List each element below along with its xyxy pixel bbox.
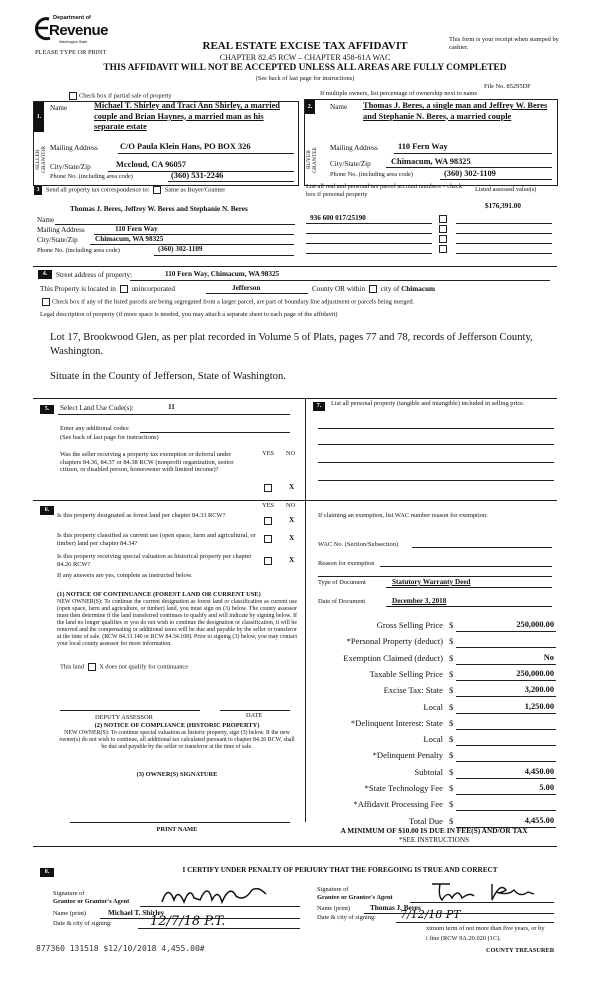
seller-city[interactable]: Mccloud, CA 96057 <box>116 160 187 169</box>
calc-label: Local <box>423 734 443 745</box>
buyer-name-label: Name <box>330 103 348 111</box>
unincorporated-label: unincorporated <box>131 285 175 293</box>
additional-codes-label: Enter any additional codes: <box>60 425 130 432</box>
dollar-sign: $ <box>449 766 454 777</box>
see-back-note: (See back of last page for instructions) <box>255 75 355 82</box>
seller-mailing[interactable]: C/O Paula Klein Hans, PO BOX 326 <box>120 142 251 151</box>
doc-date-value[interactable]: December 3, 2018 <box>392 597 447 605</box>
receipt-note: This form is your receipt when stamped by cashier. <box>449 36 559 51</box>
assessed-label: Listed assessed value(s) <box>475 186 537 193</box>
seller-name-label: Name <box>50 104 68 112</box>
sec3-mailing-label: Mailing Address <box>37 226 85 234</box>
dollar-sign: $ <box>449 783 454 793</box>
buyer-mailing-label: Mailing Address <box>330 144 378 152</box>
section-3-number: 3 <box>34 186 42 195</box>
section-1-number: 1. <box>34 102 44 132</box>
exemption-question: Was the seller receiving a property tax exemption or deferral under chapters 84.36, 84.37 or 84.38 RCW (nonprofit organization, senior citizen, or disabled person, homeowner with limited income)? <box>60 451 234 474</box>
current-use-no-answer[interactable]: X <box>289 534 295 542</box>
street-label: Street address of property: <box>56 271 133 279</box>
calc-label: Taxable Selling Price <box>369 668 443 679</box>
grantor-date[interactable]: 12/7/18 P.T. <box>150 914 226 929</box>
county-treasurer-label: COUNTY TREASURER <box>486 947 555 954</box>
parcels-label: List all real and personal tax parcel account numbers – check box if personal property <box>306 183 463 198</box>
dollar-sign: $ <box>449 815 454 826</box>
partial-sale-row <box>67 92 172 100</box>
segregated-label: Check box if any of the listed parcels are being segregated from a larger parcel, are part of boundary line adjustment or parcels being merged. <box>52 298 415 306</box>
unincorporated-checkbox[interactable] <box>120 285 128 293</box>
assessor-date-label: DATE <box>246 712 263 719</box>
perjury-note-1: ximum term of not more than five years, or by <box>426 925 545 932</box>
calc-label: *State Technology Fee <box>364 783 443 793</box>
grantor-agent-label: Grantor or Grantor's Agent <box>53 898 130 905</box>
perjury-note-2: i fine (RCW 9A.20.020 (1C). <box>426 935 501 942</box>
dollar-sign: $ <box>449 734 454 745</box>
warning-banner: THIS AFFIDAVIT WILL NOT BE ACCEPTED UNLESS ALL AREAS ARE FULLY COMPLETED <box>103 63 507 73</box>
wac-number-label: WAC No. (Section/Subsection) <box>318 541 399 548</box>
calc-label: Gross Selling Price <box>376 620 443 630</box>
cashier-stamp: 877360 131518 $12/10/2018 4,455.00# <box>36 944 205 953</box>
same-as-buyer-label: Same as Buyer/Grantee <box>164 186 226 194</box>
dollar-sign: $ <box>449 668 454 679</box>
calc-value[interactable]: 4,455.00 <box>524 815 554 825</box>
forest-yes-checkbox[interactable] <box>264 517 272 525</box>
street-value[interactable]: 110 Fern Way, Chimacum, WA 98325 <box>165 270 280 278</box>
section-8-number: 8. <box>40 868 54 877</box>
parcel-number[interactable]: 936 600 017/25190 <box>310 214 366 222</box>
buyer-name[interactable]: Thomas J. Beres, a single man and Jeffrey W. Beres and Stephanie N. Beres, a married couple <box>363 101 548 121</box>
segregated-checkbox[interactable] <box>42 298 50 306</box>
grantor-date-label: Date & city of signing: <box>53 920 112 927</box>
county-value[interactable]: Jefferson <box>232 284 261 292</box>
section-7-number: 7. <box>313 402 325 411</box>
sec6-yes: YES <box>262 502 275 509</box>
doc-type-label: Type of Document <box>318 579 366 586</box>
land-use-code[interactable]: 11 <box>168 403 175 411</box>
historic-yes-checkbox[interactable] <box>264 557 272 565</box>
seller-city-label: City/State/Zip <box>50 163 91 171</box>
sec3-mailing[interactable]: 110 Fern Way <box>115 225 158 233</box>
sec5-yes-checkbox[interactable] <box>264 484 272 492</box>
sec3-phone[interactable]: (360) 302-1109 <box>158 245 203 253</box>
sec3-city-label: City/State/Zip <box>37 236 78 244</box>
notice-1-title: (1) NOTICE OF CONTINUANCE (FOREST LAND OR CURRENT USE) <box>57 591 261 598</box>
this-land-label: This land <box>60 663 84 671</box>
section-6-number: 6. <box>40 506 54 515</box>
personal-property-label: List all personal property (tangible and intangible) included in selling price. <box>331 400 525 407</box>
partial-sale-checkbox[interactable] <box>69 92 77 100</box>
notice-2-body: NEW OWNER(S): To continue special valuation as historic property, sign (3) below. If the new owner(s) do not wish to continue, all additional tax calculated pursuant to chapter 84.26 RCW, shall be due and payable by the seller or transferor at the time of sale. <box>59 730 295 751</box>
grantee-sig-label: Signature of <box>317 886 349 893</box>
grantor-signature[interactable] <box>160 880 270 913</box>
logo-title: Revenue <box>49 22 109 39</box>
buyer-phone[interactable]: (360) 302-1109 <box>444 169 496 178</box>
buyer-mailing[interactable]: 110 Fern Way <box>398 142 448 151</box>
calc-value[interactable]: 5.00 <box>539 783 554 792</box>
dollar-sign: $ <box>449 701 454 712</box>
calc-value[interactable]: 4,450.00 <box>524 766 554 776</box>
grantor-sig-label: Signature of <box>53 890 85 897</box>
forest-no-answer[interactable]: X <box>289 516 295 524</box>
buyer-city[interactable]: Chimacum, WA 98325 <box>391 157 471 166</box>
located-row <box>40 285 175 294</box>
dollar-sign: $ <box>449 799 454 810</box>
calc-value[interactable]: 250,000.00 <box>516 668 554 678</box>
same-as-buyer-checkbox[interactable] <box>153 186 161 194</box>
section-4-number: 4. <box>38 270 52 279</box>
grantee-name-label: Name (print) <box>317 905 351 912</box>
land-use-label: Select Land Use Code(s): <box>60 404 134 412</box>
owner-signature-label: (3) OWNER(S) SIGNATURE <box>136 771 218 778</box>
see-instructions: *SEE INSTRUCTIONS <box>398 836 470 844</box>
assessed-value[interactable]: $176,391.00 <box>485 202 521 210</box>
buyer-city-label: City/State/Zip <box>330 160 371 168</box>
sec3-name[interactable]: Thomas J. Beres, Jeffrey W. Beres and Stephanie N. Beres <box>70 205 248 213</box>
calc-label: Exemption Claimed (deduct) <box>343 652 443 663</box>
qualify-row <box>60 663 188 671</box>
parcel-personal-checkbox-1[interactable] <box>439 215 447 223</box>
notice-2-title: (2) NOTICE OF COMPLIANCE (HISTORIC PROPERTY) <box>94 722 260 729</box>
section-2-number: 2. <box>305 100 315 114</box>
does-qualify-checkbox[interactable] <box>88 663 96 671</box>
seller-name[interactable]: Michael T. Shirley and Traci Ann Shirley, a married couple and Brian Haynes, a married man as his separate estate <box>94 101 280 131</box>
print-name-label: PRINT NAME <box>156 826 198 833</box>
sec6-no: NO <box>286 502 296 509</box>
reason-exemption-label: Reason for exemption <box>318 560 375 567</box>
dollar-sign: $ <box>449 685 454 696</box>
current-use-yes-checkbox[interactable] <box>264 535 272 543</box>
doc-date-label: Date of Document <box>318 598 366 605</box>
dollar-sign: $ <box>449 750 454 761</box>
sec3-city[interactable]: Chimacum, WA 98325 <box>95 235 164 243</box>
calc-value[interactable]: No <box>543 652 554 662</box>
calc-value[interactable]: 3,200.00 <box>524 685 554 695</box>
form-title: REAL ESTATE EXCISE TAX AFFIDAVIT <box>202 40 408 52</box>
city-checkbox[interactable] <box>369 285 377 293</box>
buyer-phone-label: Phone No. (including area code) <box>330 171 413 178</box>
legal-label: Legal description of property (if more space is needed, you may attach a separate sheet to each page of the affidavit) <box>40 311 338 318</box>
legal-description[interactable]: Lot 17, Brookwood Glen, as per plat recorded in Volume 5 of Plats, pages 77 and 78, records of Jefferson County, Washington. <box>50 332 533 357</box>
please-type: PLEASE TYPE OR PRINT <box>35 49 107 56</box>
sec3-label: Send all property tax correspondence to: <box>46 186 150 194</box>
section-5-number: 5. <box>40 405 54 414</box>
certify-statement: I CERTIFY UNDER PENALTY OF PERJURY THAT THE FOREGOING IS TRUE AND CORRECT <box>182 866 498 874</box>
calc-label: *Personal Property (deduct) <box>346 636 443 647</box>
legal-situate[interactable]: Situate in the County of Jefferson, State of Washington. <box>50 371 286 382</box>
parcel-personal-checkbox-3[interactable] <box>439 235 447 243</box>
notice-1-body: NEW OWNER(S): To continue the current designation as forest land or classification as current use (open space, farm and agriculture, or timber) land, you must sign on (3) below. The county assessor must then determine if the land transferred continues to qualify and will indicate by signing below. If the land no longer qualifies or you do not wish to continue the designation or classification, it will be removed and the compensating or additional taxes will be due and payable by the seller or transferor at the time of sale. (RCW 84.33.140 or RCW 84.34.108). Prior to signing (3) below, you may contact your local county assessor for more information. <box>57 599 297 648</box>
dollar-sign: $ <box>449 636 454 647</box>
seller-phone-label: Phone No. (including area code) <box>50 173 133 180</box>
forest-question: Is this property designated as forest land per chapter 84.33 RCW? <box>57 512 226 519</box>
exemption-wac-label: If claiming an exemption, list WAC number reason for exemption: <box>318 512 488 519</box>
grantee-date[interactable]: 7/12/18 PT <box>400 908 461 921</box>
grantor-name-label: Name (print) <box>53 910 87 917</box>
historic-no-answer[interactable]: X <box>289 556 295 564</box>
calc-value[interactable]: 250,000.00 <box>516 620 554 629</box>
within-label: within <box>346 285 366 293</box>
file-number: File No. 85295DF <box>484 83 531 90</box>
located-label: This Property is located in <box>40 285 116 293</box>
historic-question: Is this property receiving special valuation as historical property per chapter 84.26 RCW? <box>57 553 252 568</box>
dollar-sign: $ <box>449 620 454 630</box>
calc-label: Local <box>423 701 443 712</box>
grantor-name[interactable]: Michael T. Shirley <box>108 909 165 917</box>
city-value[interactable]: Chimacum <box>401 285 436 293</box>
dollar-sign: $ <box>449 652 454 663</box>
seller-phone[interactable]: (360) 531-2246 <box>171 171 224 180</box>
calc-label: Subtotal <box>414 766 443 777</box>
multiple-owners-note: If multiple owners, list percentage of ownership next to name <box>320 90 478 97</box>
current-use-question: Is this property classified as current use (open space, farm and agricultural, or timber) land per chapter 84.34? <box>57 532 256 547</box>
grantee-signature-scrawl <box>430 878 540 904</box>
if-yes-note: If any answers are yes, complete as instructed below. <box>57 572 193 579</box>
logo-sub: Washington State <box>59 40 88 44</box>
sec5-no: NO <box>286 450 296 457</box>
doc-type-value[interactable]: Statutory Warranty Deed <box>392 578 471 586</box>
partial-sale-label: Check box if partial sale of property <box>79 92 172 100</box>
calc-label: *Affidavit Processing Fee <box>353 799 443 810</box>
does-not-qualify-label: X does not qualify for continuance <box>99 663 189 671</box>
calc-label: Excise Tax: State <box>383 685 443 696</box>
county-or-label: County OR <box>312 285 345 293</box>
grantee-agent-label: Grantee or Grantee's Agent <box>317 894 393 901</box>
buyer-side-label: BUYER GRANTEE <box>306 146 318 174</box>
parcel-personal-checkbox-4[interactable] <box>439 245 447 253</box>
sec3-phone-label: Phone No. (including area code) <box>37 247 120 254</box>
dor-logo <box>33 12 109 46</box>
calc-label: *Delinquent Interest: State <box>350 717 443 728</box>
calc-label: *Delinquent Penalty <box>372 750 443 761</box>
calc-label: Total Due <box>408 815 443 826</box>
grantee-name[interactable]: Thomas J. Beres <box>370 904 421 912</box>
seller-mailing-label: Mailing Address <box>50 144 98 152</box>
sec3-label-row <box>46 186 225 194</box>
deputy-assessor-label: DEPUTY ASSESSOR <box>95 714 153 721</box>
grantee-signature[interactable] <box>430 878 540 909</box>
sec3-name-label: Name <box>37 216 55 224</box>
dollar-sign: $ <box>449 717 454 728</box>
logo-small-text: Department of <box>53 15 91 21</box>
grantor-signature-scrawl <box>160 880 270 908</box>
sec5-no-answer[interactable]: X <box>289 483 295 491</box>
county-or-row <box>312 285 435 294</box>
city-of-label: city of <box>380 285 400 293</box>
calc-value[interactable]: 1,250.00 <box>524 701 554 711</box>
seller-side-label: SELLER GRANTOR <box>35 146 47 174</box>
form-chapters: CHAPTER 82.45 RCW – CHAPTER 458-61A WAC <box>219 53 391 62</box>
grantee-date-label: Date & city of signing: <box>317 914 376 921</box>
minimum-due-note: A MINIMUM OF $10.00 IS DUE IN FEE(S) AND/OR TAX <box>340 826 528 835</box>
segregated-row <box>40 298 555 306</box>
additional-see-back: (See back of last page for instructions) <box>60 434 159 441</box>
sec5-yes: YES <box>262 450 275 457</box>
parcel-personal-checkbox-2[interactable] <box>439 225 447 233</box>
